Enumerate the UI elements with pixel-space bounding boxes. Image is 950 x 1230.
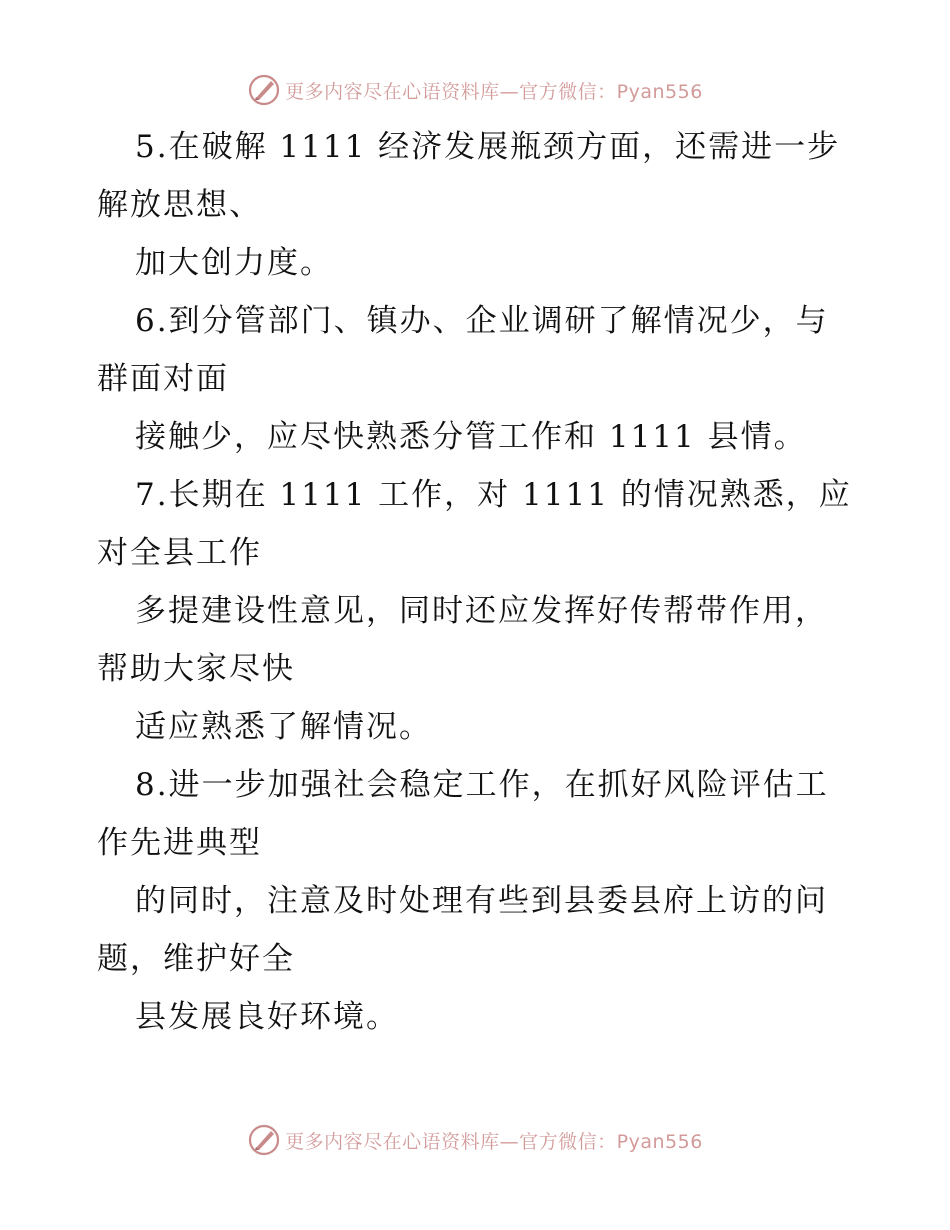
paragraph-line: 8.进一步加强社会稳定工作，在抓好风险评估工 bbox=[135, 767, 829, 803]
paragraph-line: 5.在破解 1111 经济发展瓶颈方面，还需进一步 bbox=[135, 129, 841, 165]
paragraph-line: 作先进典型 bbox=[97, 825, 262, 861]
header-watermark bbox=[0, 70, 950, 110]
paragraph-line: 对全县工作 bbox=[97, 535, 262, 571]
paragraph-line: 解放思想、 bbox=[97, 187, 262, 223]
watermark-text: 更多内容尽在心语资料库—官方微信：Pyan556 bbox=[285, 1130, 703, 1153]
paragraph-line: 县发展良好环境。 bbox=[135, 999, 399, 1035]
watermark-text: 更多内容尽在心语资料库—官方微信：Pyan556 bbox=[285, 80, 703, 103]
paragraph-line: 多提建设性意见，同时还应发挥好传帮带作用， bbox=[135, 593, 828, 629]
paragraph-line: 6.到分管部门、镇办、企业调研了解情况少，与 bbox=[135, 303, 829, 339]
footer-watermark bbox=[0, 1120, 950, 1160]
paragraph-line: 帮助大家尽快 bbox=[97, 651, 295, 687]
paragraph-line: 群面对面 bbox=[97, 361, 229, 397]
paragraph-line: 题，维护好全 bbox=[97, 941, 295, 977]
paragraph-line: 的同时，注意及时处理有些到县委县府上访的问 bbox=[135, 883, 828, 919]
document-body bbox=[97, 118, 857, 1046]
paragraph-line: 适应熟悉了解情况。 bbox=[135, 709, 432, 745]
quill-logo-icon bbox=[247, 1123, 281, 1157]
paragraph-line: 接触少，应尽快熟悉分管工作和 1111 县情。 bbox=[135, 419, 807, 455]
paragraph-line: 加大创力度。 bbox=[135, 245, 333, 281]
quill-logo-icon bbox=[247, 73, 281, 107]
paragraph-line: 7.长期在 1111 工作，对 1111 的情况熟悉，应 bbox=[135, 477, 852, 513]
